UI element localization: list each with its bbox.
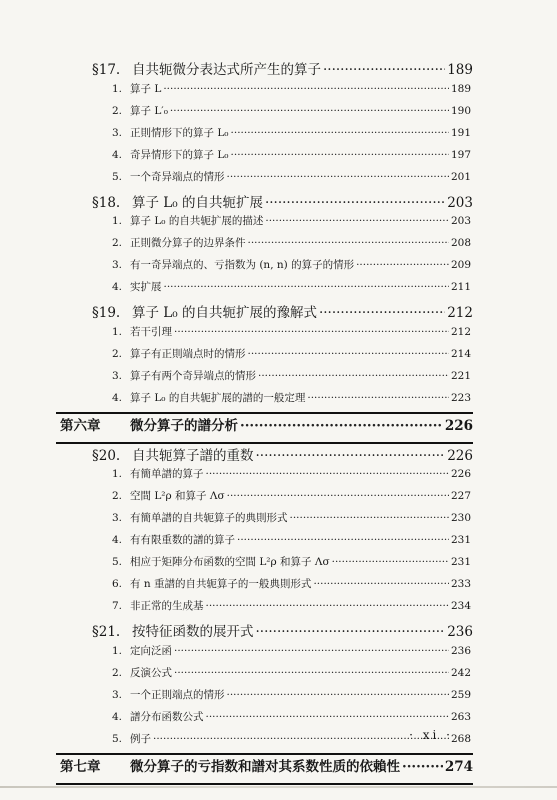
toc-entry-number: 3.: [112, 126, 123, 139]
toc-item-row[interactable]: [0, 390, 557, 412]
toc-entry-title: 实扩展: [130, 281, 162, 293]
toc-entry-number: 5.: [112, 556, 123, 568]
toc-item-row[interactable]: [0, 169, 557, 191]
toc-entry-title: 有簡单譜的算子: [130, 468, 204, 480]
toc-entry-page: 214: [450, 347, 471, 360]
dot-leader: [258, 370, 449, 382]
toc-entry-page: 203: [447, 194, 473, 211]
toc-item-row[interactable]: [0, 125, 557, 147]
toc-entry-title: 非正常的生成基: [130, 600, 204, 612]
toc-item-row[interactable]: [0, 488, 557, 510]
dot-leader: [227, 689, 449, 701]
toc-chapter-row[interactable]: [0, 414, 557, 442]
toc-section-row[interactable]: [0, 58, 557, 81]
dot-leader: [164, 281, 449, 293]
toc-entry-page: 227: [450, 490, 471, 502]
toc-entry-number: §19.: [92, 305, 121, 321]
toc-entry-page: 226: [444, 417, 473, 434]
dot-leader: [231, 149, 449, 161]
toc-entry-title: 正則情形下的算子 L₀: [130, 126, 229, 139]
toc-entry-page: 236: [450, 644, 471, 657]
dot-leader: [307, 392, 449, 404]
toc-entry-title: 一个奇异端点的情形: [130, 170, 225, 183]
toc-entry-page: 242: [450, 666, 471, 679]
dot-leader: [163, 83, 449, 95]
toc-entry-number: 1.: [112, 468, 123, 480]
toc-item-row[interactable]: [0, 279, 557, 301]
toc-entry-number: §20.: [92, 447, 121, 464]
chapter-rule: [56, 783, 473, 785]
dot-leader: [248, 348, 449, 360]
toc-entry-page: 201: [450, 170, 471, 183]
toc-item-row[interactable]: [0, 576, 557, 598]
toc-item-row[interactable]: [0, 103, 557, 125]
toc-item-row[interactable]: [0, 257, 557, 279]
dot-leader: [256, 448, 446, 464]
toc-entry-number: 3.: [112, 369, 123, 382]
toc-entry-number: 3.: [112, 688, 123, 701]
toc-entry-title: 例子: [130, 732, 151, 745]
toc-item-row[interactable]: [0, 346, 557, 368]
dot-leader: [248, 237, 449, 249]
toc-entry-number: §18.: [92, 194, 121, 211]
toc-entry-title: 算子 L₀ 的自共轭扩展: [132, 194, 263, 211]
toc-entry-page: 233: [450, 578, 471, 590]
toc-entry-title: 有簡单譜的自共轭算子的典則形式: [130, 512, 288, 524]
toc-entry-title: 譜分布函数公式: [130, 710, 204, 723]
toc-item-row[interactable]: [0, 709, 557, 731]
toc-entry-page: 212: [447, 305, 473, 321]
dot-leader: [323, 62, 445, 78]
toc-entry-number: 4.: [112, 710, 123, 723]
toc-entry-title: 自共轭微分表达式所产生的算子: [132, 62, 321, 78]
toc-entry-number: 4.: [112, 148, 123, 161]
dot-leader: [356, 259, 449, 271]
toc-entry-title: 算子有两个奇异端点的情形: [130, 369, 256, 382]
toc-item-row[interactable]: [0, 235, 557, 257]
toc-entry-number: 7.: [112, 600, 123, 612]
toc-entry-title: 一个正則端点的情形: [130, 688, 225, 701]
toc-entry-page: 197: [450, 148, 471, 161]
toc-entry-number: 6.: [112, 578, 123, 590]
toc-entry-page: 190: [450, 104, 471, 117]
dot-leader: [265, 195, 445, 211]
toc-item-row[interactable]: [0, 213, 557, 235]
page-bottom-edge: [0, 786, 557, 788]
toc-section-row[interactable]: [0, 301, 557, 324]
toc-entry-title: 微分算子的亏指数和譜对其系数性质的依賴性: [130, 758, 400, 775]
toc-entry-page: 191: [450, 126, 471, 139]
toc-entry-page: 274: [444, 758, 473, 775]
toc-entry-page: 221: [450, 369, 471, 382]
toc-entry-title: 若干引理: [130, 325, 172, 338]
dot-leader: [227, 171, 449, 183]
toc-entry-title: 有一奇异端点的、亏指数为 (n, n) 的算子的情形: [130, 259, 355, 271]
toc-entry-title: 算子 L′₀: [130, 104, 168, 117]
toc-entry-number: §17.: [92, 62, 121, 78]
toc-entry-page: 236: [447, 624, 473, 640]
toc-entry-title: 正則微分算子的边界条件: [130, 237, 246, 249]
table-of-contents: [0, 58, 557, 785]
toc-item-row[interactable]: [0, 687, 557, 709]
dot-leader: [319, 305, 445, 321]
toc-item-row[interactable]: [0, 368, 557, 390]
toc-entry-number: 3.: [112, 259, 123, 271]
dot-leader: [174, 326, 449, 338]
toc-item-row[interactable]: [0, 554, 557, 576]
toc-item-row[interactable]: [0, 324, 557, 346]
dot-leader: [174, 667, 449, 679]
toc-entry-title: 反演公式: [130, 666, 172, 679]
toc-entry-page: 212: [450, 325, 471, 338]
toc-entry-title: 空間 L²ρ 和算子 Λσ: [130, 490, 225, 502]
dot-leader: [313, 578, 449, 590]
toc-entry-page: 231: [450, 534, 471, 546]
toc-section-row[interactable]: [0, 620, 557, 643]
dot-leader: [265, 215, 449, 227]
toc-entry-page: 189: [447, 62, 473, 78]
toc-entry-page: 259: [450, 688, 471, 701]
toc-entry-title: 定向泛函: [130, 644, 172, 657]
toc-entry-title: 相应于矩陣分布函数的空間 L²ρ 和算子 Λσ: [130, 556, 330, 568]
toc-entry-number: 2.: [112, 347, 123, 360]
toc-item-row[interactable]: [0, 81, 557, 103]
toc-entry-number: 1.: [112, 644, 123, 657]
toc-item-row[interactable]: [0, 510, 557, 532]
toc-entry-title: 微分算子的譜分析: [130, 417, 238, 434]
toc-entry-number: 1.: [112, 325, 123, 338]
toc-entry-page: 231: [450, 556, 471, 568]
toc-entry-title: 算子 L₀ 的自共轭扩展的描述: [130, 215, 264, 227]
toc-entry-number: 5.: [112, 170, 123, 183]
dot-leader: [153, 733, 449, 745]
toc-entry-page: 209: [450, 259, 471, 271]
dot-leader: [332, 556, 449, 568]
toc-entry-title: 算子 L: [130, 82, 162, 95]
toc-entry-number: 5.: [112, 732, 123, 745]
toc-entry-number: §21.: [92, 624, 121, 640]
toc-entry-number: 2.: [112, 666, 123, 679]
dot-leader: [206, 468, 449, 480]
dot-leader: [256, 624, 446, 640]
dot-leader: [227, 490, 449, 502]
toc-entry-page: 203: [450, 215, 471, 227]
toc-entry-number: 2.: [112, 490, 123, 502]
toc-entry-page: 263: [450, 710, 471, 723]
toc-entry-number: 1.: [112, 82, 123, 95]
dot-leader: [170, 105, 449, 117]
page-number: · xi ·: [409, 728, 453, 742]
toc-entry-title: 算子有正則端点时的情形: [130, 347, 246, 360]
toc-entry-page: 189: [450, 82, 471, 95]
toc-entry-number: 4.: [112, 534, 123, 546]
toc-section-row[interactable]: [0, 444, 557, 467]
toc-entry-number: 4.: [112, 281, 123, 293]
toc-entry-number: 4.: [112, 391, 123, 404]
dot-leader: [206, 711, 449, 723]
toc-item-row[interactable]: [0, 532, 557, 554]
toc-item-row[interactable]: [0, 598, 557, 620]
dot-leader: [240, 418, 443, 434]
toc-entry-page: 223: [450, 391, 471, 404]
toc-entry-title: 自共轭算子譜的重数: [132, 447, 254, 464]
toc-entry-number: 第六章: [60, 417, 101, 434]
dot-leader: [206, 600, 449, 612]
toc-entry-title: 奇异情形下的算子 L₀: [130, 148, 229, 161]
dot-leader: [402, 759, 443, 775]
toc-entry-page: 211: [450, 281, 471, 293]
toc-entry-number: 第七章: [60, 758, 101, 775]
toc-entry-page: 226: [450, 468, 471, 480]
toc-entry-page: 230: [450, 512, 471, 524]
dot-leader: [290, 512, 449, 524]
dot-leader: [237, 534, 449, 546]
toc-entry-page: 208: [450, 237, 471, 249]
toc-entry-title: 算子 L₀ 的自共轭扩展的豫解式: [132, 305, 317, 321]
toc-entry-title: 有有限重数的譜的算子: [130, 534, 235, 546]
dot-leader: [174, 645, 449, 657]
toc-entry-number: 2.: [112, 237, 123, 249]
toc-entry-title: 按特征函数的展开式: [132, 624, 254, 640]
toc-item-row[interactable]: [0, 643, 557, 665]
toc-entry-title: 算子 L₀ 的自共轭扩展的譜的一般定理: [130, 391, 306, 404]
toc-item-row[interactable]: [0, 665, 557, 687]
toc-entry-number: 3.: [112, 512, 123, 524]
toc-entry-number: 2.: [112, 104, 123, 117]
toc-chapter-row[interactable]: [0, 755, 557, 783]
toc-section-row[interactable]: [0, 191, 557, 214]
toc-entry-page: 234: [450, 600, 471, 612]
toc-item-row[interactable]: [0, 466, 557, 488]
toc-entry-title: 有 n 重譜的自共轭算子的一般典則形式: [130, 578, 312, 590]
toc-entry-page: 226: [447, 447, 473, 464]
toc-item-row[interactable]: [0, 147, 557, 169]
dot-leader: [231, 127, 449, 139]
toc-entry-page: 268: [450, 732, 471, 745]
toc-item-row[interactable]: [0, 731, 557, 753]
toc-entry-number: 1.: [112, 215, 123, 227]
